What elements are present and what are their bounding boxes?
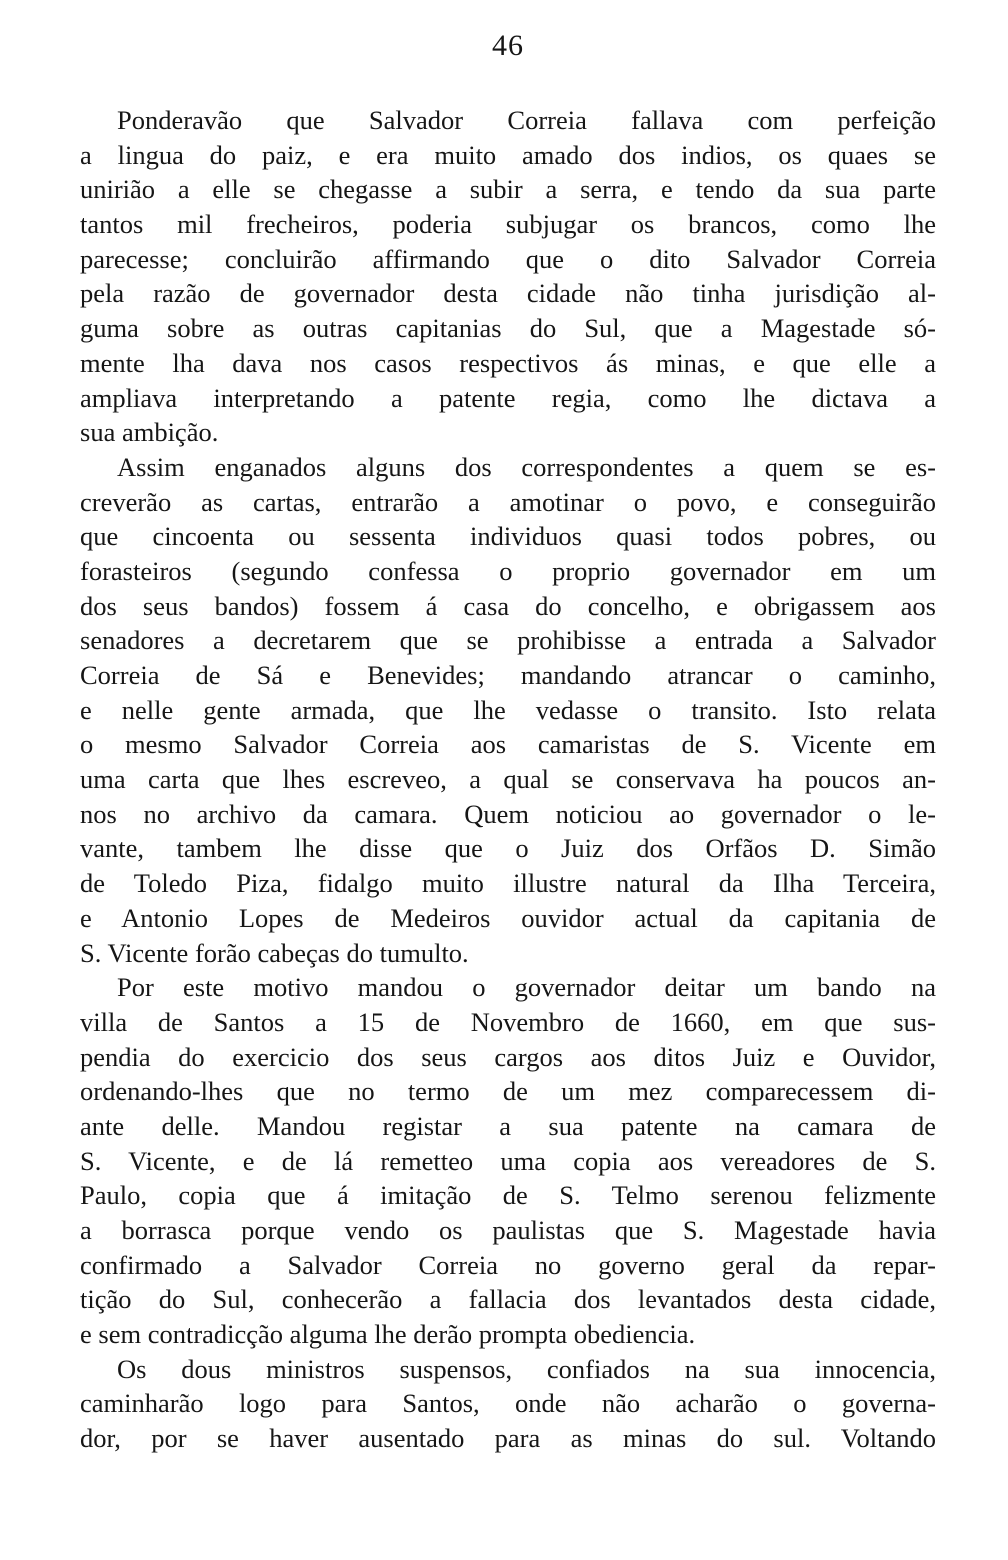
paragraph-2 (80, 450, 936, 970)
text-line: ante delle. Mandou registar a sua patente na camara de (80, 1110, 936, 1141)
text-line: o mesmo Salvador Correia aos camaristas de S. Vicente em (80, 729, 936, 760)
text-line: S. Vicente, e de lá remetteo uma copia aos vereadores de S. (80, 1145, 936, 1176)
text-line: Paulo, copia que á imitação de S. Telmo serenou felizmente (80, 1180, 936, 1211)
text-line: ampliava interpretando a patente regia, como lhe dictava a (80, 382, 936, 413)
text-line: Assim enganados alguns dos correspondentes a quem se es- (117, 451, 936, 482)
text-line: e nelle gente armada, que lhe vedasse o transito. Isto relata (80, 694, 936, 725)
text-line: senadores a decretarem que se prohibisse a entrada a Salvador (80, 625, 936, 656)
text-line: Correia de Sá e Benevides; mandando atrancar o caminho, (80, 660, 936, 690)
text-line: caminharão logo para Santos, onde não acharão o governa- (80, 1388, 936, 1419)
text-line: dor, por se haver ausentado para as minas do sul. Voltando (80, 1423, 936, 1454)
book-page (80, 26, 936, 1456)
text-line: guma sobre as outras capitanias do Sul, que a Magestade só- (80, 313, 936, 344)
paragraph-3 (80, 970, 936, 1352)
text-line: tição do Sul, conhecerão a fallacia dos levantados desta cidade, (80, 1284, 936, 1315)
text-line: S. Vicente forão cabeças do tumulto. (80, 937, 469, 968)
text-line: sua ambição. (80, 417, 219, 448)
text-line: uma carta que lhes escreveo, a qual se conservava ha poucos an- (80, 764, 936, 795)
text-line: confirmado a Salvador Correia no governo geral da repar- (80, 1249, 936, 1280)
text-line: nos no archivo da camara. Quem noticiou ao governador o le- (80, 798, 936, 829)
text-line: ordenando-lhes que no termo de um mez comparecessem di- (80, 1076, 936, 1107)
text-line: Ponderavão que Salvador Correia fallava com perfeição (117, 105, 936, 135)
text-line: e sem contradicção alguma lhe derão prompta obediencia. (80, 1319, 696, 1350)
page-number: 46 (492, 29, 524, 62)
text-line: mente lha dava nos casos respectivos ás minas, e que elle a (80, 347, 936, 378)
text-line: que cincoenta ou sessenta individuos quasi todos pobres, ou (80, 521, 936, 552)
text-line: pendia do exercicio dos seus cargos aos ditos Juiz e Ouvidor, (80, 1041, 936, 1072)
text-line: a lingua do paiz, e era muito amado dos indios, os quaes se (80, 139, 936, 170)
paragraph-1 (80, 103, 936, 450)
text-line: creverão as cartas, entrarão a amotinar o povo, e conseguirão (80, 486, 936, 517)
text-line: forasteiros (segundo confessa o proprio governador em um (80, 555, 936, 586)
text-line: parecesse; concluirão affirmando que o dito Salvador Correia (80, 243, 936, 274)
text-line: unirião a elle se chegasse a subir a serra, e tendo da sua parte (80, 174, 936, 205)
text-line: tantos mil frecheiros, poderia subjugar os brancos, como lhe (80, 209, 936, 240)
text-line: villa de Santos a 15 de Novembro de 1660, em que sus- (80, 1006, 936, 1037)
text-line: pela razão de governador desta cidade não tinha jurisdição al- (80, 278, 936, 309)
text-line: a borrasca porque vendo os paulistas que S. Magestade havia (80, 1215, 936, 1245)
text-line: Por este motivo mandou o governador deitar um bando na (117, 972, 936, 1003)
text-line: vante, tambem lhe disse que o Juiz dos Orfãos D. Simão (80, 833, 936, 864)
text-line: de Toledo Piza, fidalgo muito illustre natural da Ilha Terceira, (80, 868, 936, 899)
text-line: dos seus bandos) fossem á casa do concelho, e obrigassem aos (80, 590, 936, 621)
text-line: e Antonio Lopes de Medeiros ouvidor actual da capitania de (80, 902, 936, 933)
paragraph-4 (80, 1352, 936, 1456)
text-line: Os dous ministros suspensos, confiados na sua innocencia, (117, 1353, 936, 1384)
